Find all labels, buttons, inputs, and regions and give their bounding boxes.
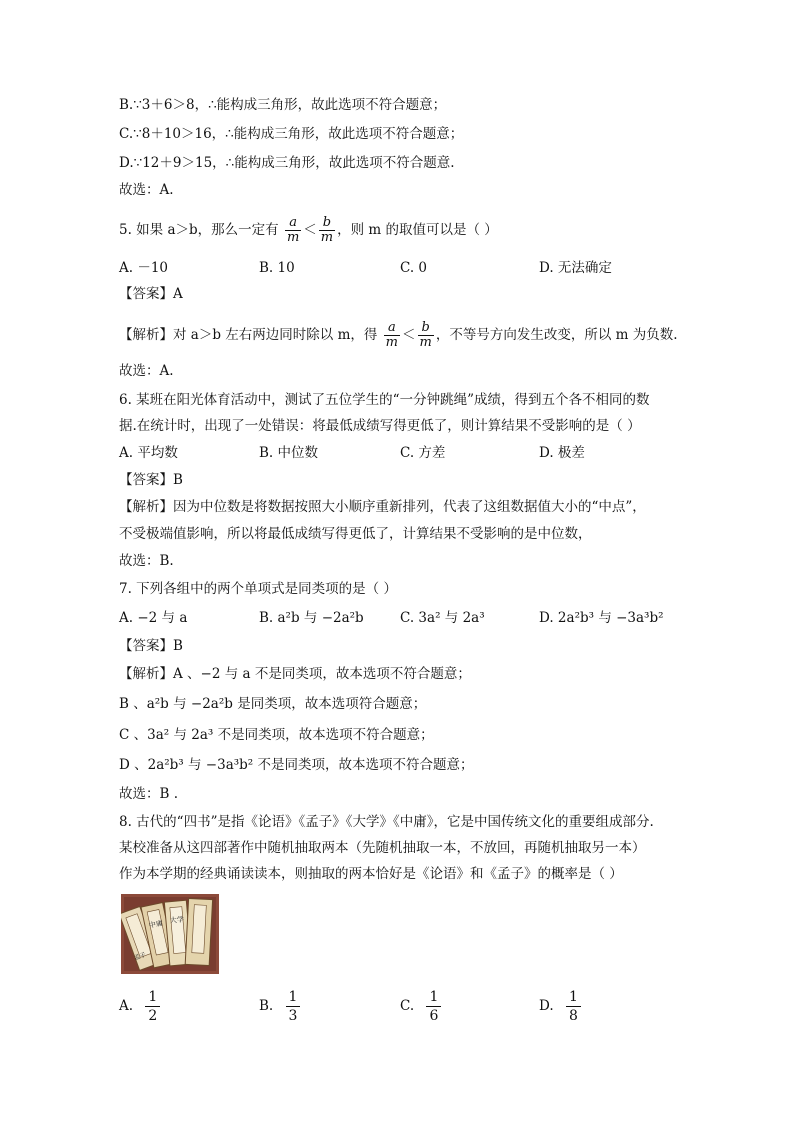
q5-answer: 【答案】A — [119, 286, 183, 302]
q7-option-b: B. a²b 与 −2a²b — [259, 610, 364, 626]
frac-numerator: a — [387, 320, 396, 335]
frac-denominator: m — [320, 230, 334, 245]
q5-stem-start: 5. 如果 a＞b，那么一定有 — [119, 222, 279, 238]
option-label: D. — [539, 998, 554, 1014]
q5-expl-start: 【解析】对 a＞b 左右两边同时除以 m，得 — [119, 327, 378, 343]
q6-explanation-2: 不受极端值影响，所以将最低成绩写得更低了，计算结果不受影响的是中位数， — [119, 526, 592, 542]
frac-numerator: b — [421, 320, 430, 335]
q6-stem-line1: 6. 某班在阳光体育活动中，测试了五位学生的“一分钟跳绳”成绩，得到五个各不相同的数 — [119, 392, 650, 408]
four-books-image — [121, 894, 219, 974]
q5-option-c: C. 0 — [400, 260, 428, 276]
q6-option-b: B. 中位数 — [259, 445, 319, 461]
option-label: C. — [400, 998, 415, 1014]
q7-option-a: A. −2 与 a — [119, 610, 188, 626]
fraction-b-over-m — [418, 321, 434, 350]
fraction-one-eighth — [566, 988, 581, 1025]
frac-numerator: 1 — [568, 989, 578, 1005]
q6-option-a: A. 平均数 — [119, 445, 178, 461]
q7-explanation-b: B 、a²b 与 −2a²b 是同类项，故本选项符合题意； — [119, 696, 427, 712]
option-b-explanation: B.∵3＋6＞8，∴能构成三角形，故此选项不符合题意； — [119, 97, 447, 113]
q5-option-d: D. 无法确定 — [539, 260, 612, 276]
q7-explanation-a: 【解析】A 、−2 与 a 不是同类项，故本选项不符合题意； — [119, 666, 471, 682]
less-than: ＜ — [303, 222, 317, 238]
q7-stem: 7. 下列各组中的两个单项式是同类项的是（ ） — [119, 581, 397, 597]
question-5 — [119, 216, 498, 245]
q5-expl-end: ，不等号方向发生改变，所以 m 为负数. — [435, 327, 678, 343]
q7-option-d: D. 2a²b³ 与 −3a³b² — [539, 610, 664, 626]
q5-option-b: B. 10 — [259, 260, 295, 276]
option-label: A. — [119, 998, 134, 1014]
q6-explanation-1: 【解析】因为中位数是将数据按照大小顺序重新排列，代表了这组数据值大小的“中点”， — [119, 499, 646, 515]
frac-numerator: 1 — [288, 989, 298, 1005]
fraction-one-half — [145, 988, 160, 1025]
book-title-zhongyong: 中庸 — [148, 919, 164, 930]
frac-denominator: 3 — [286, 1006, 301, 1025]
q8-option-b — [259, 988, 300, 1025]
option-d-explanation: D.∵12＋9＞15，∴能构成三角形，故此选项不符合题意. — [119, 155, 455, 171]
choose-answer-b: 故选：B. — [119, 553, 174, 569]
fraction-one-sixth — [426, 988, 441, 1025]
q5-explanation — [119, 321, 678, 350]
frac-numerator: a — [289, 215, 297, 230]
q6-answer: 【答案】B — [119, 472, 183, 488]
q8-stem-line3: 作为本学期的经典诵读读本，则抽取的两本恰好是《论语》和《孟子》的概率是（ ） — [119, 866, 623, 882]
frac-denominator: 2 — [145, 1006, 160, 1025]
less-than: ＜ — [402, 327, 416, 343]
fraction-a-over-m — [285, 216, 301, 245]
q6-stem-line2: 据.在统计时，出现了一处错误：将最低成绩写得更低了，则计算结果不受影响的是（ ） — [119, 418, 641, 434]
q6-option-c: C. 方差 — [400, 445, 446, 461]
frac-denominator: m — [419, 335, 432, 350]
q8-option-d — [539, 988, 581, 1025]
q5-option-a: A. －10 — [119, 260, 169, 276]
q7-explanation-c: C 、3a² 与 2a³ 不是同类项，故本选项不符合题意； — [119, 727, 434, 743]
frac-denominator: 8 — [566, 1006, 581, 1025]
option-label: B. — [259, 998, 274, 1014]
q8-stem-line2: 某校准备从这四部著作中随机抽取两本（先随机抽取一本，不放回，再随机抽取另一本） — [119, 840, 646, 856]
q8-option-c — [400, 988, 441, 1025]
choose-answer-b: 故选：B . — [119, 786, 179, 802]
fraction-one-third — [286, 988, 301, 1025]
choose-answer-a: 故选：A. — [119, 182, 174, 198]
frac-denominator: 6 — [426, 1006, 441, 1025]
frac-numerator: b — [322, 215, 332, 230]
q5-stem-end: ，则 m 的取值可以是（ ） — [337, 222, 498, 238]
q7-answer: 【答案】B — [119, 638, 183, 654]
option-c-explanation: C.∵8＋10＞16，∴能构成三角形，故此选项不符合题意； — [119, 126, 464, 142]
choose-answer-a: 故选：A. — [119, 363, 174, 379]
fraction-b-over-m — [319, 216, 335, 245]
book-title-daxue: 大学 — [169, 915, 185, 925]
q7-option-c: C. 3a² 与 2a³ — [400, 610, 485, 626]
fraction-a-over-m — [384, 321, 400, 350]
q7-explanation-d: D 、2a²b³ 与 −3a³b² 不是同类项，故本选项不符合题意； — [119, 757, 474, 773]
q8-stem-line1: 8. 古代的“四书”是指《论语》《孟子》《大学》《中庸》，它是中国传统文化的重要组成部分. — [119, 814, 654, 830]
book-title-mengzi: 孟子 — [133, 951, 147, 962]
frac-denominator: m — [385, 335, 398, 350]
frac-numerator: 1 — [148, 989, 158, 1005]
q8-option-a — [119, 988, 160, 1025]
frac-numerator: 1 — [429, 989, 439, 1005]
frac-denominator: m — [286, 230, 300, 245]
q6-option-d: D. 极差 — [539, 445, 585, 461]
